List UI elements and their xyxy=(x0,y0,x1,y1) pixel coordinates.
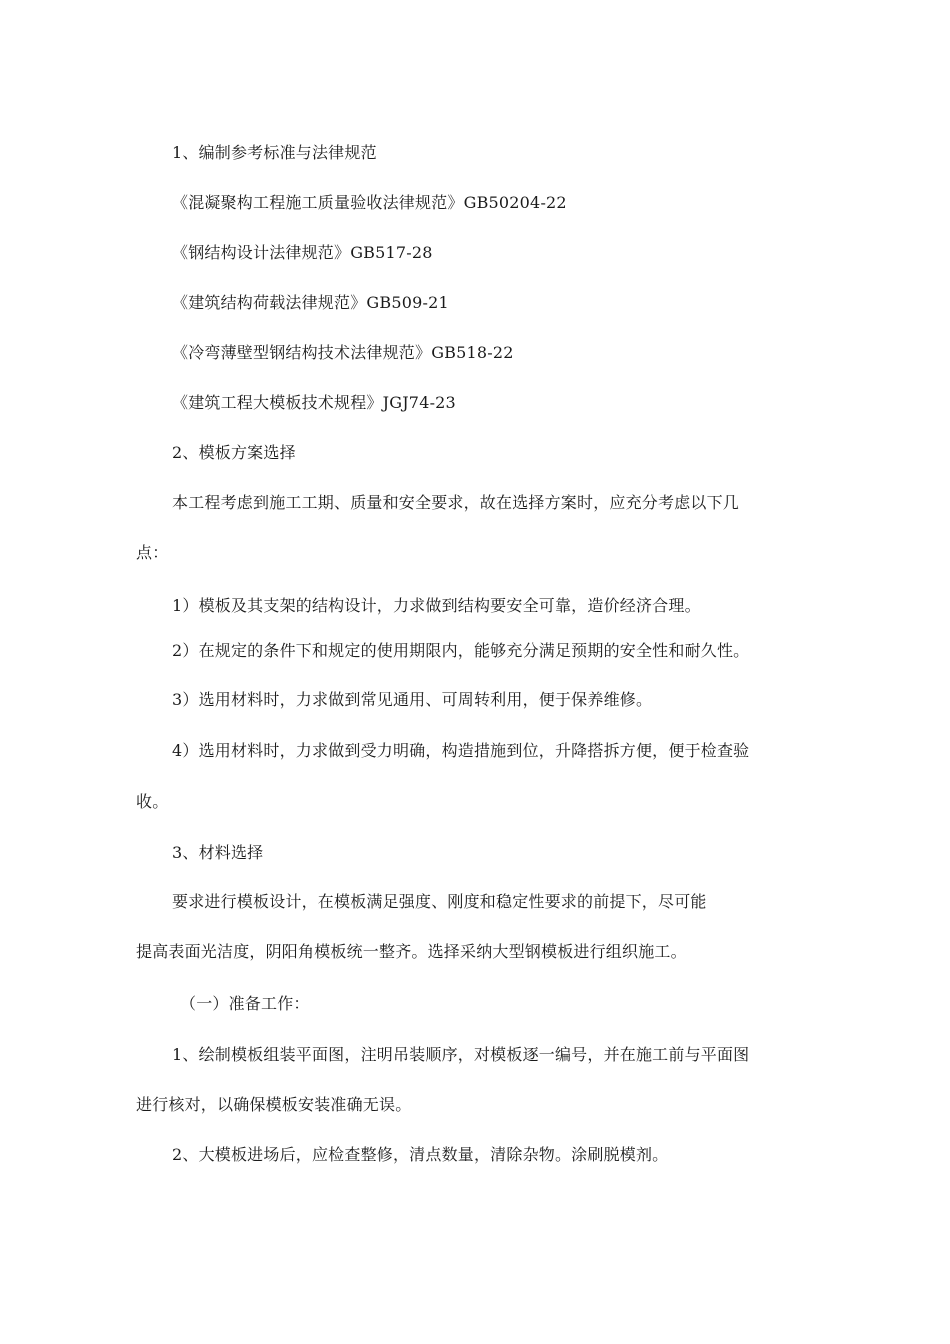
list-item: 1）模板及其支架的结构设计，力求做到结构要安全可靠，造价经济合理。 xyxy=(172,596,701,615)
standard-item: 《建筑工程大模板技术规程》JGJ74-23 xyxy=(172,393,456,412)
paragraph-line: 点： xyxy=(136,543,169,562)
standard-item: 《建筑结构荷载法律规范》GB509-21 xyxy=(172,293,449,312)
paragraph-line: 提高表面光洁度，阴阳角模板统一整齐。选择采纳大型钢模板进行组织施工。 xyxy=(136,942,687,961)
list-item-continued: 收。 xyxy=(136,792,169,811)
standard-item: 《钢结构设计法律规范》GB517-28 xyxy=(172,243,433,262)
paragraph-line: 进行核对，以确保模板安装准确无误。 xyxy=(136,1095,412,1114)
paragraph-line: 2、大模板进场后，应检查整修，清点数量，清除杂物。涂刷脱模剂。 xyxy=(172,1145,669,1164)
standard-item: 《冷弯薄壁型钢结构技术法律规范》GB518-22 xyxy=(172,343,514,362)
paragraph-line: 本工程考虑到施工工期、质量和安全要求，故在选择方案时，应充分考虑以下几 xyxy=(172,493,740,512)
paragraph-line: 要求进行模板设计，在模板满足强度、刚度和稳定性要求的前提下，尽可能 xyxy=(172,892,707,911)
heading-materials: 3、材料选择 xyxy=(172,843,264,862)
heading-standards: 1、编制参考标准与法律规范 xyxy=(172,143,377,162)
list-item: 2）在规定的条件下和规定的使用期限内，能够充分满足预期的安全性和耐久性。 xyxy=(172,641,750,660)
heading-formwork-plan: 2、模板方案选择 xyxy=(172,443,296,462)
list-item: 4）选用材料时，力求做到受力明确，构造措施到位，升降搭拆方便，便于检查验 xyxy=(172,741,750,760)
list-item: 3）选用材料时，力求做到常见通用、可周转利用，便于保养维修。 xyxy=(172,690,653,709)
standard-item: 《混凝聚构工程施工质量验收法律规范》GB50204-22 xyxy=(172,193,567,212)
paragraph-line: 1、绘制模板组装平面图，注明吊装顺序，对模板逐一编号，并在施工前与平面图 xyxy=(172,1045,750,1064)
heading-preparation: （一）准备工作： xyxy=(180,994,310,1013)
